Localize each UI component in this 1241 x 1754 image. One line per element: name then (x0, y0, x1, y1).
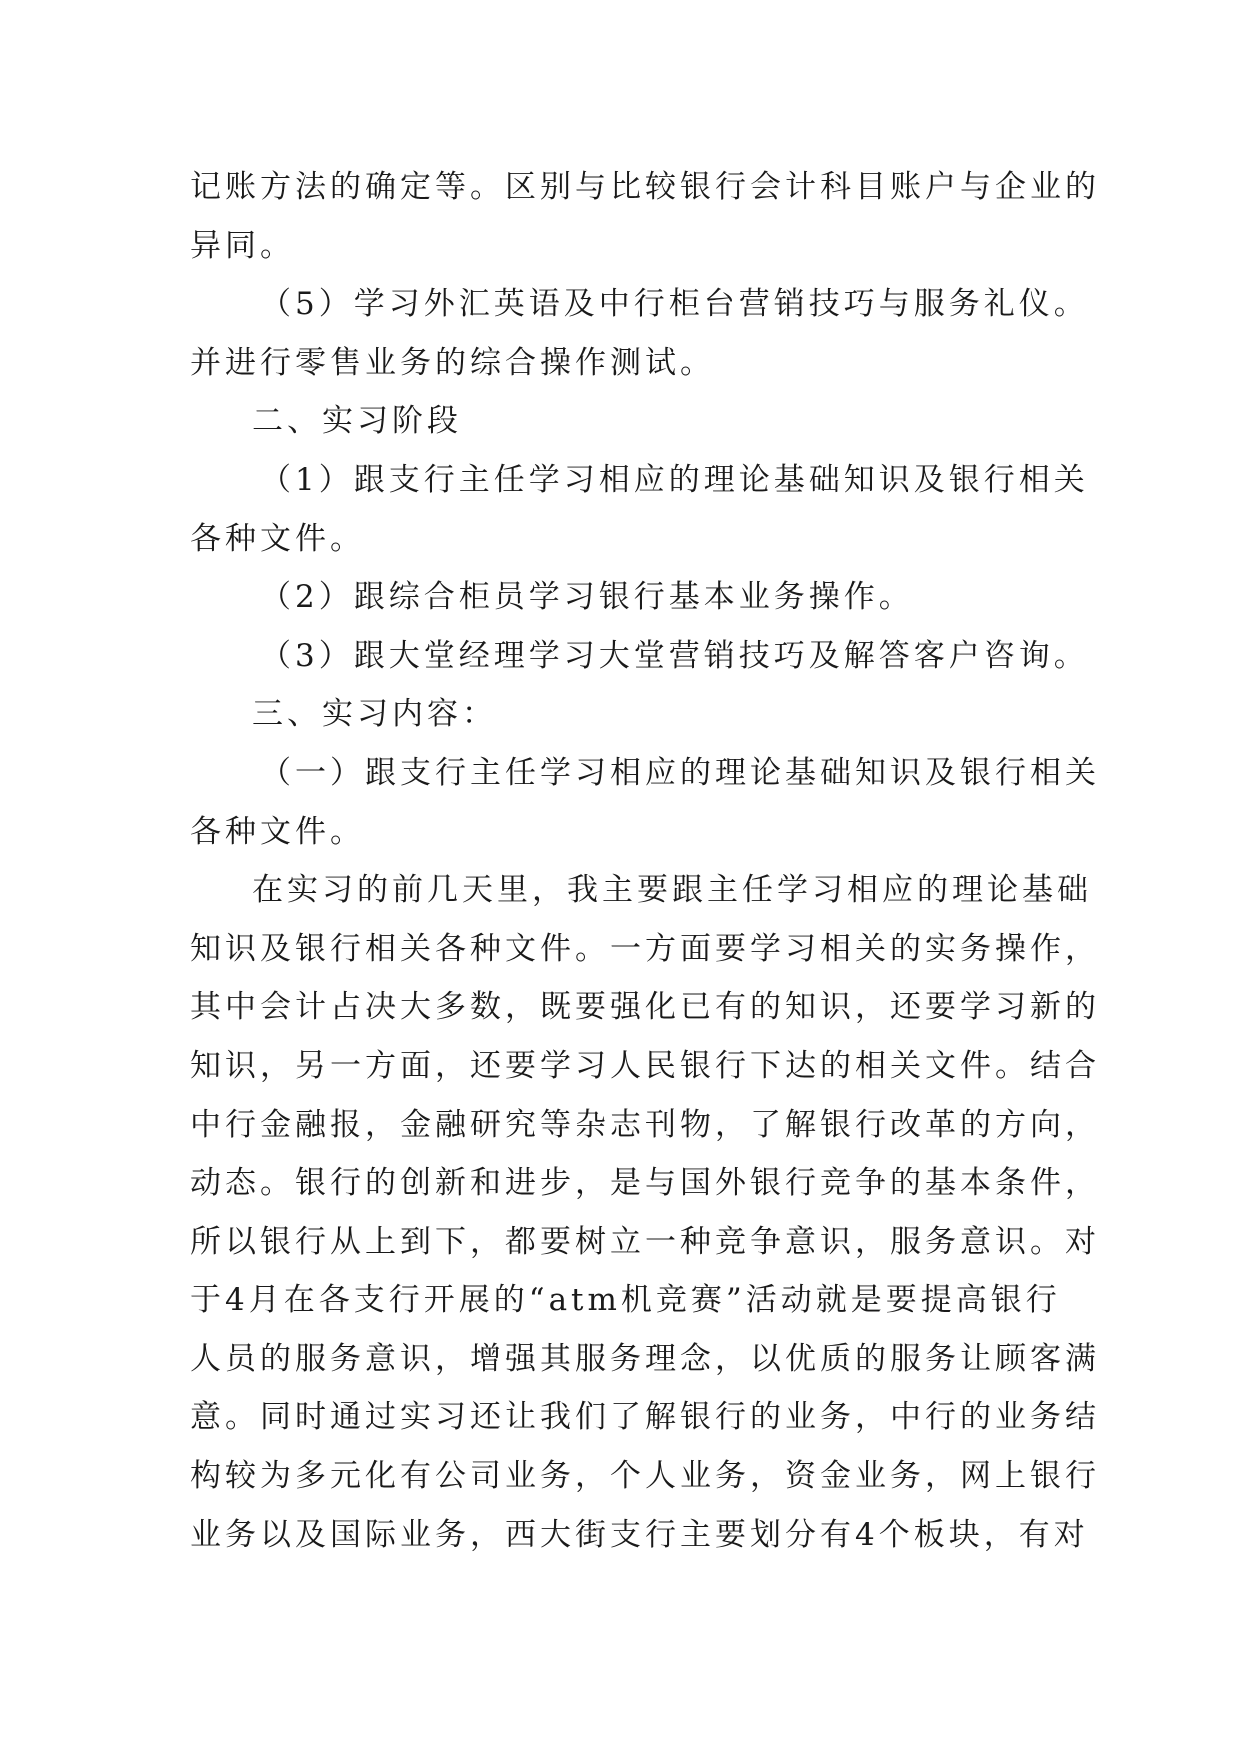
text-line: 中行金融报，金融研究等杂志刊物，了解银行改革的方向， (190, 1106, 1100, 1143)
subsection-heading-1: （一）跟支行主任学习相应的理论基础知识及银行相关 (260, 754, 1100, 791)
list-item-1: （1）跟支行主任学习相应的理论基础知识及银行相关 (260, 461, 1089, 498)
list-item-5: （5）学习外汇英语及中行柜台营销技巧与服务礼仪。 (260, 286, 1089, 323)
text-line: 各种文件。 (190, 813, 365, 850)
text-line: 知识及银行相关各种文件。一方面要学习相关的实务操作， (190, 930, 1100, 967)
text-line: 人员的服务意识，增强其服务理念，以优质的服务让顾客满 (190, 1340, 1100, 1377)
text-line: 业务以及国际业务，西大街支行主要划分有4个板块，有对 (190, 1516, 1089, 1553)
text-line: 于4月在各支行开展的“atm机竞赛”活动就是要提高银行 (190, 1282, 1061, 1319)
text-line: 记账方法的确定等。区别与比较银行会计科目账户与企业的 (190, 169, 1100, 205)
list-item-2: （2）跟综合柜员学习银行基本业务操作。 (260, 579, 914, 616)
text-line: 各种文件。 (190, 520, 365, 557)
text-line: 其中会计占决大多数，既要强化已有的知识，还要学习新的 (190, 989, 1100, 1026)
text-line: 构较为多元化有公司业务，个人业务，资金业务，网上银行 (190, 1458, 1100, 1495)
text-line: 动态。银行的创新和进步，是与国外银行竞争的基本条件， (190, 1165, 1100, 1202)
text-line: 异同。 (190, 227, 295, 264)
text-line: 并进行零售业务的综合操作测试。 (190, 344, 715, 381)
text-line: 意。同时通过实习还让我们了解银行的业务，中行的业务结 (190, 1399, 1100, 1436)
text-line: 所以银行从上到下，都要树立一种竞争意识，服务意识。对 (190, 1223, 1100, 1260)
paragraph-start: 在实习的前几天里，我主要跟主任学习相应的理论基础 (252, 872, 1092, 909)
body-text (190, 158, 1100, 1564)
section-heading-3: 三、实习内容： (252, 696, 497, 733)
text-line: 知识，另一方面，还要学习人民银行下达的相关文件。结合 (190, 1047, 1100, 1084)
section-heading-2: 二、实习阶段 (252, 403, 462, 440)
list-item-3: （3）跟大堂经理学习大堂营销技巧及解答客户咨询。 (260, 637, 1089, 674)
